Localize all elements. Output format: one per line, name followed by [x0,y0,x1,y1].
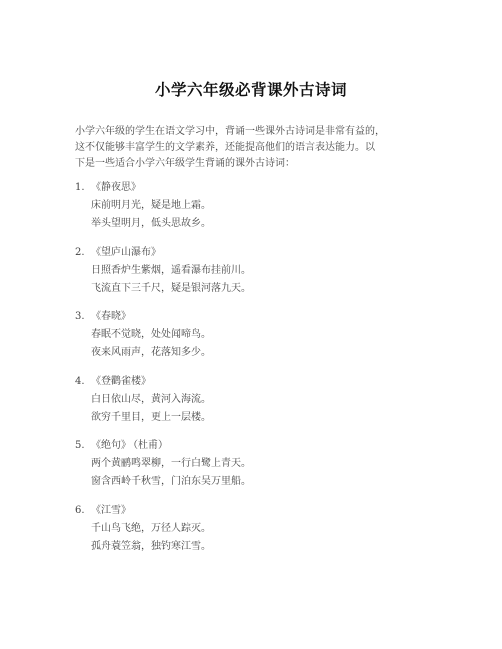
poem-list [75,180,435,567]
poem-line: 窗含西岭千秋雪，门泊东吴万里船。 [91,476,251,487]
poem-line: 欲穷千里目，更上一层楼。 [91,411,211,423]
poem-line: 举头望明月，低头思故乡。 [91,218,211,229]
poem-number: 6. [75,504,85,516]
poem-line: 白日依山尽，黄河入海流。 [91,393,211,405]
page-title: 小学六年级必背课外古诗词 [154,81,347,99]
poem-line: 夜来风雨声，花落知多少。 [91,347,211,358]
poem-line: 孤舟蓑笠翁，独钓寒江雪。 [91,540,211,552]
poem-heading [91,180,141,196]
poem-title: 《江雪》 [91,504,131,516]
poem-item [75,180,435,245]
poem-item [75,438,435,503]
poem-number: 4. [75,375,85,387]
poem-item [75,374,435,439]
poem-title: 《望庐山瀑布》 [91,246,161,258]
poem-line: 床前明月光，疑是地上霜。 [91,200,211,211]
poem-number: 1. [75,182,85,193]
poem-line: 春眠不觉晓，处处闻啼鸟。 [91,329,211,340]
poem-number: 2. [75,246,85,258]
poem-line: 千山鸟飞绝，万径人踪灭。 [91,522,211,534]
poem-number: 5. [75,440,85,451]
poem-heading [91,503,131,519]
poem-item [75,503,435,568]
poem-line: 两个黄鹂鸣翠柳，一行白鹭上青天。 [91,458,251,469]
intro-paragraph [75,124,435,172]
poem-item [75,309,435,374]
poem-heading [91,245,161,261]
poem-line: 飞流直下三千尺，疑是银河落九天。 [91,282,251,294]
poem-title: 《春晓》 [91,311,131,322]
poem-heading [91,438,168,454]
poem-title: 《静夜思》 [91,182,141,193]
poem-author: （杜甫） [133,440,168,451]
intro-line: 这不仅能够丰富学生的文学素养，还能提高他们的语言表达能力。以 [75,142,375,153]
poem-heading [91,374,151,390]
intro-line: 小学六年级的学生在语文学习中，背诵一些课外古诗词是非常有益的， [75,126,385,137]
intro-line: 下是一些适合小学六年级学生背诵的课外古诗词： [75,158,295,169]
poem-number: 3. [75,311,85,322]
poem-line: 日照香炉生紫烟，遥看瀑布挂前川。 [91,264,251,276]
poem-item [75,245,435,310]
poem-heading [91,309,131,325]
poem-title: 《绝句》 [91,440,131,451]
poem-title: 《登鹳雀楼》 [91,375,151,387]
